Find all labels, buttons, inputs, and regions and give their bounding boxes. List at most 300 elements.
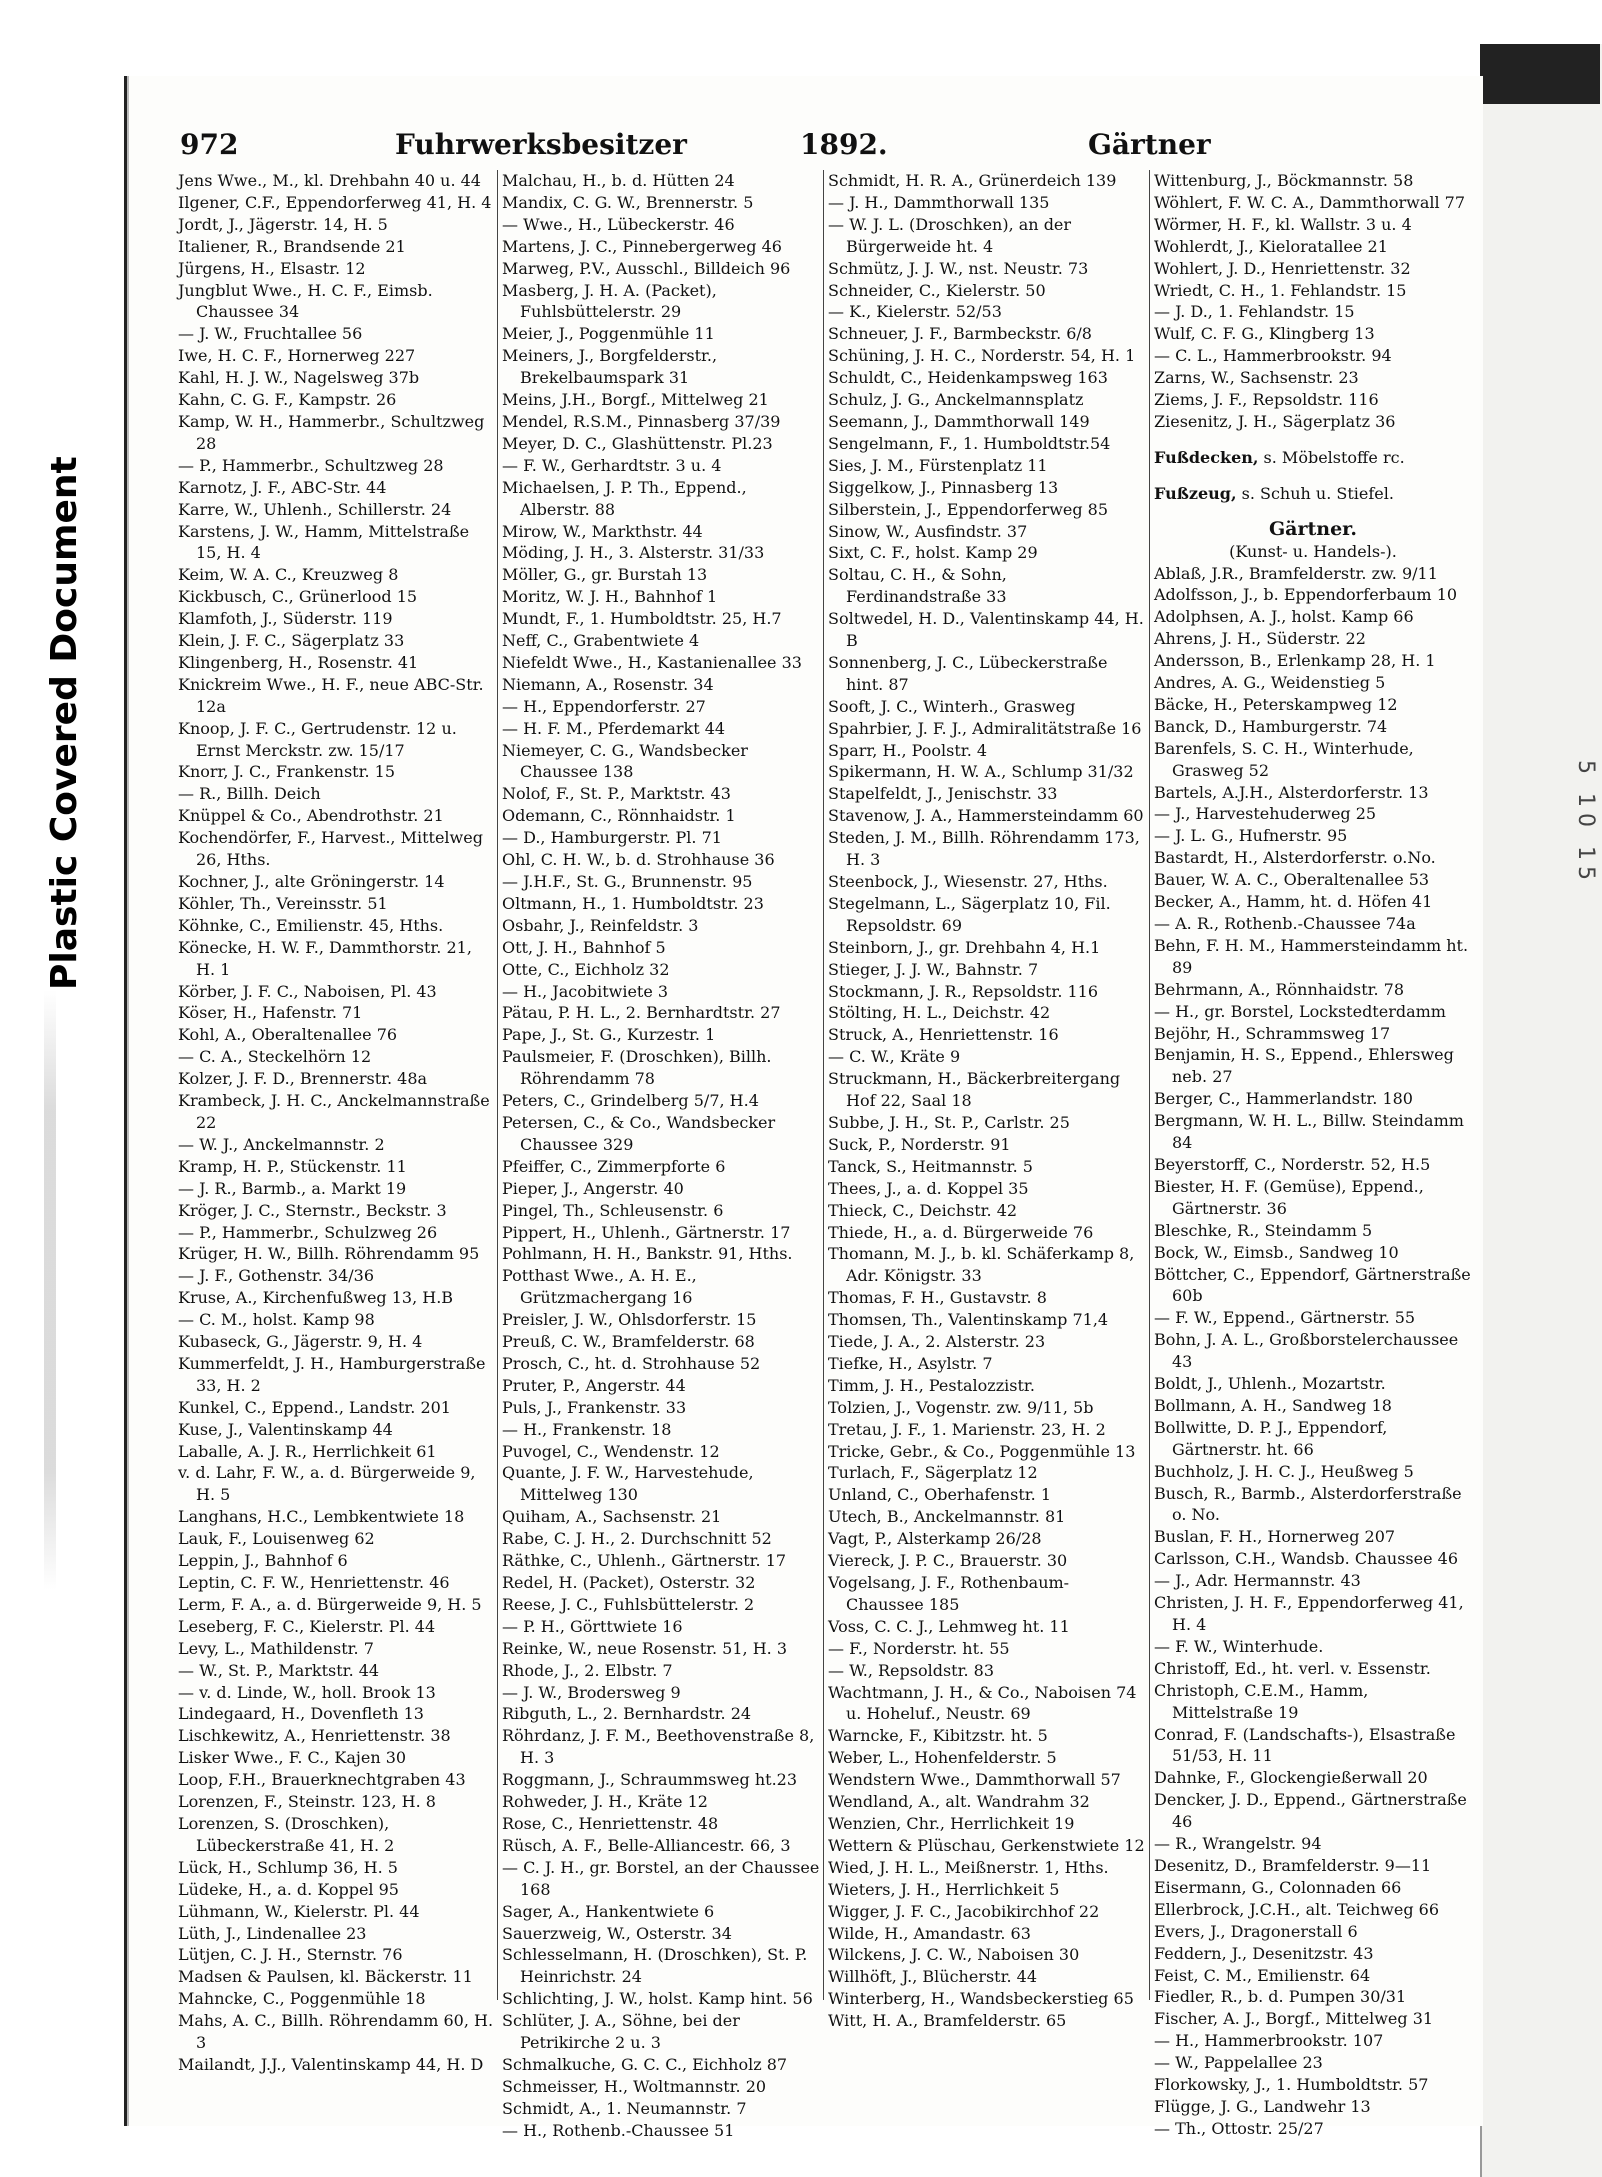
directory-entry: Niemann, A., Rosenstr. 34 bbox=[502, 674, 714, 694]
directory-entry: Lischkewitz, A., Henriettenstr. 38 bbox=[178, 1726, 451, 1746]
directory-entry: Barenfels, S. C. H., Winterhude, Grasweg 52 bbox=[1154, 738, 1414, 780]
spacer bbox=[1154, 469, 1472, 483]
directory-entry: Niemeyer, C. G., Wandsbecker Chaussee 138 bbox=[502, 740, 748, 782]
directory-entry: Christoff, Ed., ht. verl. v. Essenstr. bbox=[1154, 1658, 1431, 1678]
directory-entry: Pape, J., St. G., Kurzestr. 1 bbox=[502, 1025, 716, 1045]
directory-entry: Kubaseck, G., Jägerstr. 9, H. 4 bbox=[178, 1332, 423, 1352]
directory-entry: Wied, J. H. L., Meißnerstr. 1, Hths. bbox=[828, 1857, 1109, 1877]
directory-entry: Seemann, J., Dammthorwall 149 bbox=[828, 411, 1090, 431]
directory-entry: Leptin, C. F. W., Henriettenstr. 46 bbox=[178, 1573, 450, 1592]
directory-entry: Krambeck, J. H. C., Anckelmannstraße 22 bbox=[178, 1091, 490, 1132]
directory-entry: — H., Hammerbrookstr. 107 bbox=[1154, 2031, 1384, 2051]
directory-entry: Köhnke, C., Emilienstr. 45, Hths. bbox=[178, 915, 444, 935]
directory-entry: Kunkel, C., Eppend., Landstr. 201 bbox=[178, 1397, 451, 1417]
directory-entry: Iwe, H. C. F., Hornerweg 227 bbox=[178, 346, 416, 366]
directory-entry: Bergmann, W. H. L., Billw. Steindamm 84 bbox=[1154, 1111, 1464, 1153]
directory-entry: Ilgener, C.F., Eppendorferweg 41, H. 4 bbox=[178, 192, 492, 212]
column-1 bbox=[178, 170, 494, 2074]
directory-entry: Klamfoth, J., Süderstr. 119 bbox=[178, 609, 393, 629]
directory-entry: Knoop, J. F. C., Gertrudenstr. 12 u. Ernst Merckstr. zw. 15/17 bbox=[178, 718, 457, 760]
directory-entry: Osbahr, J., Reinfeldstr. 3 bbox=[502, 915, 699, 935]
directory-entry: Keim, W. A. C., Kreuzweg 8 bbox=[178, 565, 399, 585]
directory-entry: Warncke, F., Kibitzstr. ht. 5 bbox=[828, 1726, 1048, 1746]
directory-entry: Christen, J. H. F., Eppendorferweg 41, H. 4 bbox=[1154, 1593, 1464, 1634]
directory-entry: Thomas, F. H., Gustavstr. 8 bbox=[828, 1288, 1047, 1308]
directory-entry: Lühmann, W., Kielerstr. Pl. 44 bbox=[178, 1901, 420, 1921]
directory-entry: — W., Repsoldstr. 83 bbox=[828, 1660, 995, 1680]
dark-edge-bar bbox=[1480, 44, 1600, 104]
directory-entry: Körber, J. F. C., Naboisen, Pl. 43 bbox=[178, 981, 437, 1001]
directory-entry: — J., Adr. Hermannstr. 43 bbox=[1154, 1571, 1361, 1591]
directory-entry: Klein, J. F. C., Sägerplatz 33 bbox=[178, 631, 405, 651]
directory-entry: Thomsen, Th., Valentinskamp 71,4 bbox=[828, 1310, 1109, 1330]
directory-entry: — v. d. Linde, W., holl. Brook 13 bbox=[178, 1682, 436, 1702]
directory-entry: Meins, J.H., Borgf., Mittelweg 21 bbox=[502, 390, 769, 410]
directory-entry: Lütjen, C. J. H., Sternstr. 76 bbox=[178, 1945, 403, 1965]
directory-entry: Wilckens, J. C. W., Naboisen 30 bbox=[828, 1945, 1080, 1965]
directory-entry: Laballe, A. J. R., Herrlichkeit 61 bbox=[178, 1441, 437, 1461]
directory-entry: Leseberg, F. C., Kielerstr. Pl. 44 bbox=[178, 1616, 436, 1636]
directory-entry: — J. R., Barmb., a. Markt 19 bbox=[178, 1178, 407, 1198]
directory-entry: Bohn, J. A. L., Großborstelerchaussee 43 bbox=[1154, 1330, 1459, 1372]
directory-entry: Wilde, H., Amandastr. 63 bbox=[828, 1923, 1031, 1943]
page-header bbox=[180, 128, 1215, 172]
directory-entry: Nolof, F., St. P., Marktstr. 43 bbox=[502, 784, 731, 804]
directory-entry: Wohlerdt, J., Kieloratallee 21 bbox=[1154, 236, 1388, 256]
directory-entry: Ziesenitz, J. H., Sägerplatz 36 bbox=[1154, 411, 1396, 431]
directory-entry: Kramp, H. P., Stückenstr. 11 bbox=[178, 1156, 407, 1176]
directory-entry: Behrmann, A., Rönnhaidstr. 78 bbox=[1154, 979, 1405, 999]
directory-entry: — W., St. P., Marktstr. 44 bbox=[178, 1660, 380, 1680]
header-left-title: Fuhrwerksbesitzer bbox=[395, 128, 687, 161]
directory-entry: Turlach, F., Sägerplatz 12 bbox=[828, 1463, 1038, 1483]
directory-entry: Tanck, S., Heitmannstr. 5 bbox=[828, 1156, 1033, 1176]
directory-entry: Möller, G., gr. Burstah 13 bbox=[502, 565, 708, 585]
directory-entry: Dencker, J. D., Eppend., Gärtnerstraße 46 bbox=[1154, 1790, 1467, 1832]
section-fussdecken bbox=[1154, 447, 1472, 469]
directory-entry: Preuß, C. W., Bramfelderstr. 68 bbox=[502, 1332, 755, 1352]
directory-entry: — C. A., Steckelhörn 12 bbox=[178, 1047, 372, 1067]
directory-entry: Andersson, B., Erlenkamp 28, H. 1 bbox=[1154, 651, 1436, 671]
directory-entry: Quante, J. F. W., Harvestehude, Mittelweg 130 bbox=[502, 1463, 754, 1505]
directory-entry: Tiefke, H., Asylstr. 7 bbox=[828, 1353, 993, 1373]
directory-entry: — R., Billh. Deich bbox=[178, 784, 321, 804]
directory-entry: Kruse, A., Kirchenfußweg 13, H.B bbox=[178, 1288, 454, 1308]
directory-entry: Wulf, C. F. G., Klingberg 13 bbox=[1154, 324, 1375, 344]
directory-entry: — J. F., Gothenstr. 34/36 bbox=[178, 1266, 375, 1286]
directory-entry: Italiener, R., Brandsende 21 bbox=[178, 236, 406, 256]
directory-entry: Lisker Wwe., F. C., Kajen 30 bbox=[178, 1748, 407, 1768]
directory-entry: Sager, A., Hankentwiete 6 bbox=[502, 1901, 715, 1921]
directory-entry: Wenzien, Chr., Herrlichkeit 19 bbox=[828, 1813, 1075, 1833]
directory-entry: Tolzien, J., Vogenstr. zw. 9/11, 5b bbox=[828, 1397, 1094, 1417]
directory-entry: — W. J., Anckelmannstr. 2 bbox=[178, 1134, 385, 1154]
directory-entry: Sauerzweig, W., Osterstr. 34 bbox=[502, 1923, 732, 1943]
directory-entry: Bauer, W. A. C., Oberaltenallee 53 bbox=[1154, 870, 1430, 890]
directory-entry: Kamp, W. H., Hammerbr., Schultzweg 28 bbox=[178, 411, 485, 453]
directory-entry: Kummerfeldt, J. H., Hamburgerstraße 33, H. 2 bbox=[178, 1353, 486, 1395]
directory-entry: Odemann, C., Rönnhaidstr. 1 bbox=[502, 806, 736, 826]
directory-entry: Lück, H., Schlump 36, H. 5 bbox=[178, 1857, 398, 1877]
directory-entry: Wittenburg, J., Böckmannstr. 58 bbox=[1154, 171, 1414, 190]
directory-entry: Stölting, H. L., Deichstr. 42 bbox=[828, 1003, 1051, 1023]
column-4 bbox=[1154, 170, 1472, 2138]
directory-entry: Struckmann, H., Bäckerbreitergang Hof 22, Saal 18 bbox=[828, 1069, 1121, 1111]
directory-entry: Schneider, C., Kielerstr. 50 bbox=[828, 280, 1046, 300]
directory-entry: Schuldt, C., Heidenkampsweg 163 bbox=[828, 368, 1108, 388]
directory-entry: Struck, A., Henriettenstr. 16 bbox=[828, 1025, 1059, 1045]
section-fussdecken-title: Fußdecken, bbox=[1154, 447, 1259, 467]
directory-entry: — A. R., Rothenb.-Chaussee 74a bbox=[1154, 914, 1416, 933]
directory-entry: Mendel, R.S.M., Pinnasberg 37/39 bbox=[502, 411, 781, 431]
directory-entry: Sixt, C. F., holst. Kamp 29 bbox=[828, 543, 1038, 563]
directory-entry: Pfeiffer, C., Zimmerpforte 6 bbox=[502, 1156, 726, 1176]
column-3 bbox=[828, 170, 1146, 2031]
directory-entry: Sengelmann, F., 1. Humboldtstr.54 bbox=[828, 433, 1111, 453]
directory-entry: — J. L. G., Hufnerstr. 95 bbox=[1154, 826, 1348, 846]
directory-entry: Thiede, H., a. d. Bürgerweide 76 bbox=[828, 1222, 1094, 1242]
directory-entry: Stieger, J. J. W., Bahnstr. 7 bbox=[828, 959, 1039, 979]
directory-entry: Ribguth, L., 2. Bernhardstr. 24 bbox=[502, 1704, 752, 1724]
directory-entry: Reese, J. C., Fuhlsbüttelerstr. 2 bbox=[502, 1594, 755, 1614]
directory-entry: — J. D., 1. Fehlandstr. 15 bbox=[1154, 302, 1355, 322]
directory-entry: Karstens, J. W., Hamm, Mittelstraße 15, H. 4 bbox=[178, 521, 470, 563]
directory-entry: Lorenzen, F., Steinstr. 123, H. 8 bbox=[178, 1792, 436, 1812]
directory-entry: Stavenow, J. A., Hammersteindamm 60 bbox=[828, 806, 1144, 826]
directory-entry: Schmeisser, H., Woltmannstr. 20 bbox=[502, 2076, 767, 2096]
directory-entry: Schulz, J. G., Anckelmannsplatz bbox=[828, 390, 1084, 410]
directory-entry: — P., Hammerbr., Schultzweg 28 bbox=[178, 455, 444, 475]
directory-entry: — J., Harvestehuderweg 25 bbox=[1154, 804, 1377, 824]
directory-entry: Kolzer, J. F. D., Brennerstr. 48a bbox=[178, 1069, 428, 1089]
spacer bbox=[1154, 505, 1472, 519]
directory-entry: — H., Jacobitwiete 3 bbox=[502, 981, 669, 1001]
directory-entry: Kahn, C. G. F., Kampstr. 26 bbox=[178, 390, 397, 410]
directory-entry: Marweg, P.V., Ausschl., Billdeich 96 bbox=[502, 258, 791, 278]
directory-entry: Jordt, J., Jägerstr. 14, H. 5 bbox=[178, 214, 388, 234]
directory-entry: Rabe, C. J. H., 2. Durchschnitt 52 bbox=[502, 1529, 772, 1549]
directory-entry: Pieper, J., Angerstr. 40 bbox=[502, 1178, 684, 1198]
directory-entry: Schlüter, J. A., Söhne, bei der Petrikirche 2 u. 3 bbox=[502, 2011, 740, 2053]
directory-entry: Beyerstorff, C., Norderstr. 52, H.5 bbox=[1154, 1154, 1431, 1174]
directory-entry: Könecke, H. W. F., Dammthorstr. 21, H. 1 bbox=[178, 937, 472, 979]
directory-entry: Becker, A., Hamm, ht. d. Höfen 41 bbox=[1154, 892, 1433, 912]
directory-entry: Sonnenberg, J. C., Lübeckerstraße hint. 87 bbox=[828, 652, 1108, 694]
directory-entry: Siggelkow, J., Pinnasberg 13 bbox=[828, 477, 1059, 497]
directory-entry: Puvogel, C., Wendenstr. 12 bbox=[502, 1441, 720, 1461]
directory-entry: Jürgens, H., Elsastr. 12 bbox=[178, 258, 366, 278]
side-label bbox=[44, 430, 104, 990]
directory-entry: Meier, J., Poggenmühle 11 bbox=[502, 324, 715, 344]
directory-entry: — W. J. L. (Droschken), an der Bürgerweide ht. 4 bbox=[828, 214, 1072, 256]
directory-entry: Meyer, D. C., Glashüttenstr. Pl.23 bbox=[502, 433, 773, 453]
directory-entry: Carlsson, C.H., Wandsb. Chaussee 46 bbox=[1154, 1549, 1459, 1569]
directory-entry: Madsen & Paulsen, kl. Bäckerstr. 11 bbox=[178, 1967, 473, 1987]
directory-entry: Pohlmann, H. H., Bankstr. 91, Hths. bbox=[502, 1244, 793, 1264]
directory-entry: Lüth, J., Lindenallee 23 bbox=[178, 1923, 367, 1943]
directory-entry: — W., Pappelallee 23 bbox=[1154, 2053, 1323, 2073]
directory-entry: Mahncke, C., Poggenmühle 18 bbox=[178, 1989, 426, 2009]
column-4-entries bbox=[1154, 170, 1472, 433]
directory-entry: Preisler, J. W., Ohlsdorferstr. 15 bbox=[502, 1310, 757, 1330]
directory-entry: Evers, J., Dragonerstall 6 bbox=[1154, 1921, 1358, 1941]
directory-entry: Ott, J. H., Bahnhof 5 bbox=[502, 937, 666, 957]
spacer bbox=[1154, 433, 1472, 447]
directory-entry: Soltwedel, H. D., Valentinskamp 44, H. B bbox=[828, 609, 1144, 651]
directory-entry: Kohl, A., Oberaltenallee 76 bbox=[178, 1025, 398, 1045]
directory-entry: Räthke, C., Uhlenh., Gärtnerstr. 17 bbox=[502, 1551, 787, 1571]
page-number: 972 bbox=[180, 128, 239, 161]
directory-entry: Schlesselmann, H. (Droschken), St. P. Heinrichstr. 24 bbox=[502, 1945, 808, 1987]
directory-entry: Ohl, C. H. W., b. d. Strohhause 36 bbox=[502, 850, 775, 870]
directory-entry: Roggmann, J., Schraummsweg ht.23 bbox=[502, 1770, 798, 1790]
directory-entry: Lüdeke, H., a. d. Koppel 95 bbox=[178, 1879, 399, 1899]
directory-entry: Weber, L., Hohenfelderstr. 5 bbox=[828, 1748, 1057, 1768]
directory-entry: Möding, J. H., 3. Alsterstr. 31/33 bbox=[502, 543, 765, 563]
directory-entry: Pätau, P. H. L., 2. Bernhardtstr. 27 bbox=[502, 1003, 781, 1023]
directory-entry: Pingel, Th., Schleusenstr. 6 bbox=[502, 1200, 724, 1220]
directory-entry: Bäcke, H., Peterskampweg 12 bbox=[1154, 694, 1398, 714]
directory-entry: Tretau, J. F., 1. Marienstr. 23, H. 2 bbox=[828, 1419, 1106, 1439]
directory-entry: Reinke, W., neue Rosenstr. 51, H. 3 bbox=[502, 1638, 788, 1658]
directory-entry: — H., Frankenstr. 18 bbox=[502, 1419, 672, 1439]
directory-entry: Wendland, A., alt. Wandrahm 32 bbox=[828, 1792, 1090, 1812]
directory-entry: Subbe, J. H., St. P., Carlstr. 25 bbox=[828, 1112, 1070, 1132]
directory-entry: Levy, L., Mathildenstr. 7 bbox=[178, 1638, 374, 1658]
directory-entry: Meiners, J., Borgfelderstr., Brekelbaumspark 31 bbox=[502, 346, 718, 388]
side-label-text: Plastic Covered Document bbox=[44, 456, 85, 990]
directory-entry: Sinow, W., Ausfindstr. 37 bbox=[828, 521, 1028, 541]
directory-entry: Potthast Wwe., A. H. E., Grützmachergang 16 bbox=[502, 1266, 697, 1308]
directory-entry: Köhler, Th., Vereinsstr. 51 bbox=[178, 893, 388, 913]
directory-entry: Prosch, C., ht. d. Strohhause 52 bbox=[502, 1353, 761, 1373]
directory-entry: Kahl, H. J. W., Nagelsweg 37b bbox=[178, 368, 420, 388]
directory-entry: Paulsmeier, F. (Droschken), Billh. Röhrendamm 78 bbox=[502, 1047, 772, 1089]
directory-entry: Bollmann, A. H., Sandweg 18 bbox=[1154, 1395, 1392, 1415]
directory-entry: Schmidt, H. R. A., Grünerdeich 139 bbox=[828, 171, 1117, 190]
directory-entry: Karnotz, J. F., ABC-Str. 44 bbox=[178, 477, 387, 497]
directory-entry: Rose, C., Henriettenstr. 48 bbox=[502, 1813, 719, 1833]
directory-entry: Sparr, H., Poolstr. 4 bbox=[828, 740, 988, 760]
directory-entry: Adolphsen, A. J., holst. Kamp 66 bbox=[1154, 607, 1414, 627]
directory-entry: Sies, J. M., Fürstenplatz 11 bbox=[828, 455, 1048, 475]
directory-entry: Zarns, W., Sachsenstr. 23 bbox=[1154, 368, 1359, 388]
directory-entry: — C. M., holst. Kamp 98 bbox=[178, 1310, 375, 1330]
directory-entry: — D., Hamburgerstr. Pl. 71 bbox=[502, 828, 722, 848]
directory-entry: Bollwitte, D. P. J., Eppendorf, Gärtnerstr. ht. 66 bbox=[1154, 1417, 1388, 1459]
directory-entry: Jungblut Wwe., H. C. F., Eimsb. Chaussee 34 bbox=[178, 280, 433, 322]
directory-entry: — J. H., Dammthorwall 135 bbox=[828, 192, 1050, 212]
directory-entry: Sooft, J. C., Winterh., Grasweg bbox=[828, 696, 1076, 716]
section-gaertner-title: Gärtner. bbox=[1268, 517, 1358, 540]
directory-entry: Mandix, C. G. W., Brennerstr. 5 bbox=[502, 192, 754, 212]
directory-entry: Bock, W., Eimsb., Sandweg 10 bbox=[1154, 1242, 1399, 1262]
directory-entry: — J.H.F., St. G., Brunnenstr. 95 bbox=[502, 872, 753, 891]
directory-entry: Langhans, H.C., Lembkentwiete 18 bbox=[178, 1507, 465, 1527]
directory-entry: Knorr, J. C., Frankenstr. 15 bbox=[178, 762, 395, 782]
directory-entry: — J. W., Brodersweg 9 bbox=[502, 1682, 681, 1702]
gaertner-entries bbox=[1154, 541, 1472, 2140]
directory-entry: Wendstern Wwe., Dammthorwall 57 bbox=[828, 1770, 1121, 1790]
directory-entry: Andres, A. G., Weidenstieg 5 bbox=[1154, 673, 1386, 693]
directory-entry: Stockmann, J. R., Repsoldstr. 116 bbox=[828, 981, 1099, 1001]
directory-entry: Puls, J., Frankenstr. 33 bbox=[502, 1397, 687, 1417]
directory-entry: Christoph, C.E.M., Hamm, Mittelstraße 19 bbox=[1154, 1680, 1369, 1722]
directory-entry: — H., Eppendorferstr. 27 bbox=[502, 696, 706, 716]
directory-entry: Klingenberg, H., Rosenstr. 41 bbox=[178, 652, 419, 672]
directory-entry: Silberstein, J., Eppendorferweg 85 bbox=[828, 499, 1109, 519]
section-fusszeug-title: Fußzeug, bbox=[1154, 483, 1237, 503]
directory-entry: Michaelsen, J. P. Th., Eppend., Alberstr. 88 bbox=[502, 477, 747, 519]
directory-entry: Suck, P., Norderstr. 91 bbox=[828, 1134, 1011, 1154]
directory-entry: Steden, J. M., Billh. Röhrendamm 173, H. 3 bbox=[828, 828, 1140, 870]
directory-entry: Bleschke, R., Steindamm 5 bbox=[1154, 1220, 1373, 1240]
directory-entry: Buslan, F. H., Hornerweg 207 bbox=[1154, 1527, 1396, 1547]
directory-entry: Unland, C., Oberhafenstr. 1 bbox=[828, 1485, 1051, 1505]
directory-entry: Schüning, J. H. C., Norderstr. 54, H. 1 bbox=[828, 346, 1136, 366]
directory-entry: Wachtmann, J. H., & Co., Naboisen 74 u. Hoheluf., Neustr. 69 bbox=[828, 1682, 1137, 1724]
directory-entry: Desenitz, D., Bramfelderstr. 9—11 bbox=[1154, 1855, 1432, 1875]
directory-entry: Lindegaard, H., Dovenfleth 13 bbox=[178, 1704, 424, 1724]
directory-entry: Lorenzen, S. (Droschken), Lübeckerstraße 41, H. 2 bbox=[178, 1813, 395, 1855]
directory-entry: Rhode, J., 2. Elbstr. 7 bbox=[502, 1660, 673, 1680]
directory-entry: Timm, J. H., Pestalozzistr. bbox=[828, 1375, 1035, 1395]
directory-entry: Berger, C., Hammerlandstr. 180 bbox=[1154, 1089, 1413, 1109]
directory-entry: Tricke, Gebr., & Co., Poggenmühle 13 bbox=[828, 1441, 1136, 1461]
directory-entry: Fischer, A. J., Borgf., Mittelweg 31 bbox=[1154, 2009, 1434, 2029]
directory-entry: Krüger, H. W., Billh. Röhrendamm 95 bbox=[178, 1244, 480, 1264]
directory-entry: Mirow, W., Markthstr. 44 bbox=[502, 521, 703, 541]
directory-entry: Eisermann, G., Colonnaden 66 bbox=[1154, 1877, 1402, 1897]
directory-entry: — K., Kielerstr. 52/53 bbox=[828, 302, 1002, 322]
directory-entry: Oltmann, H., 1. Humboldtstr. 23 bbox=[502, 893, 764, 913]
directory-entry: — F., Norderstr. ht. 55 bbox=[828, 1638, 1010, 1658]
directory-entry: Böttcher, C., Eppendorf, Gärtnerstraße 60b bbox=[1154, 1264, 1471, 1306]
directory-entry: — Wwe., H., Lübeckerstr. 46 bbox=[502, 214, 735, 234]
directory-entry: Bartels, A.J.H., Alsterdorferstr. 13 bbox=[1154, 782, 1429, 802]
directory-entry: Wettern & Plüschau, Gerkenstwiete 12 bbox=[828, 1835, 1145, 1855]
directory-entry: Kröger, J. C., Sternstr., Beckstr. 3 bbox=[178, 1200, 447, 1220]
directory-entry: Schmalkuche, G. C. C., Eichholz 87 bbox=[502, 2054, 788, 2074]
directory-entry: Stegelmann, L., Sägerplatz 10, Fil. Repsoldstr. 69 bbox=[828, 893, 1111, 935]
directory-entry: Winterberg, H., Wandsbeckerstieg 65 bbox=[828, 1989, 1134, 2009]
header-right-title: Gärtner bbox=[1088, 128, 1211, 161]
directory-entry: Feist, C. M., Emilienstr. 64 bbox=[1154, 1965, 1371, 1985]
directory-entry: Thomann, M. J., b. kl. Schäferkamp 8, Adr. Königstr. 33 bbox=[828, 1244, 1135, 1286]
directory-entry: Soltau, C. H., & Sohn, Ferdinandstraße 33 bbox=[828, 565, 1007, 607]
directory-entry: Banck, D., Hamburgerstr. 74 bbox=[1154, 716, 1388, 736]
directory-entry: Steenbock, J., Wiesenstr. 27, Hths. bbox=[828, 872, 1108, 891]
directory-entry: Quiham, A., Sachsenstr. 21 bbox=[502, 1507, 722, 1527]
directory-entry: Ahrens, J. H., Süderstr. 22 bbox=[1154, 629, 1366, 649]
directory-entry: Niefeldt Wwe., H., Kastanienallee 33 bbox=[502, 652, 802, 672]
directory-entry: Tiede, J. A., 2. Alsterstr. 23 bbox=[828, 1332, 1046, 1352]
directory-entry: Pippert, H., Uhlenh., Gärtnerstr. 17 bbox=[502, 1222, 791, 1242]
directory-entry: — R., Wrangelstr. 94 bbox=[1154, 1834, 1322, 1854]
directory-entry: — C. J. H., gr. Borstel, an der Chaussee 168 bbox=[502, 1857, 820, 1899]
directory-entry: Vogelsang, J. F., Rothenbaum-Chaussee 185 bbox=[828, 1573, 1070, 1614]
directory-entry: Adolfsson, J., b. Eppendorferbaum 10 bbox=[1154, 585, 1458, 605]
directory-entry: Redel, H. (Packet), Osterstr. 32 bbox=[502, 1573, 756, 1592]
directory-entry: Malchau, H., b. d. Hütten 24 bbox=[502, 171, 735, 190]
directory-entry: Mahs, A. C., Billh. Röhrendamm 60, H. 3 bbox=[178, 2011, 494, 2053]
directory-entry: Wohlert, J. D., Henriettenstr. 32 bbox=[1154, 258, 1411, 278]
directory-entry: Steinborn, J., gr. Drehbahn 4, H.1 bbox=[828, 937, 1101, 957]
directory-entry: Neff, C., Grabentwiete 4 bbox=[502, 631, 700, 651]
directory-entry: Lerm, F. A., a. d. Bürgerweide 9, H. 5 bbox=[178, 1594, 482, 1614]
directory-entry: Jens Wwe., M., kl. Drehbahn 40 u. 44 bbox=[178, 171, 481, 190]
directory-entry: Wigger, J. F. C., Jacobikirchhof 22 bbox=[828, 1901, 1100, 1921]
directory-entry: Mailandt, J.J., Valentinskamp 44, H. D bbox=[178, 2054, 484, 2074]
directory-entry: Dahnke, F., Glockengießerwall 20 bbox=[1154, 1768, 1428, 1788]
directory-entry: Otte, C., Eichholz 32 bbox=[502, 959, 670, 979]
directory-entry: — F. W., Gerhardtstr. 3 u. 4 bbox=[502, 455, 722, 475]
directory-entry: Boldt, J., Uhlenh., Mozartstr. bbox=[1154, 1374, 1386, 1394]
directory-entry: Thieck, C., Deichstr. 42 bbox=[828, 1200, 1018, 1220]
directory-entry: — C. W., Kräte 9 bbox=[828, 1047, 961, 1067]
directory-entry: Mundt, F., 1. Humboldtstr. 25, H.7 bbox=[502, 609, 782, 629]
directory-entry: Lauk, F., Louisenweg 62 bbox=[178, 1529, 375, 1549]
directory-entry: Biester, H. F. (Gemüse), Eppend., Gärtnerstr. 36 bbox=[1154, 1176, 1424, 1218]
directory-entry: Knüppel & Co., Abendrothstr. 21 bbox=[178, 806, 444, 826]
directory-entry: Moritz, W. J. H., Bahnhof 1 bbox=[502, 587, 718, 607]
directory-entry: Utech, B., Anckelmannstr. 81 bbox=[828, 1507, 1066, 1527]
directory-entry: — P. H., Görttwiete 16 bbox=[502, 1616, 683, 1636]
directory-entry: Loop, F.H., Brauerknechtgraben 43 bbox=[178, 1770, 466, 1790]
header-year: 1892. bbox=[800, 128, 888, 161]
directory-entry: — H., gr. Borstel, Lockstedterdamm bbox=[1154, 1001, 1446, 1021]
directory-entry: Vagt, P., Alsterkamp 26/28 bbox=[828, 1529, 1042, 1549]
directory-entry: Schneuer, J. F., Barmbeckstr. 6/8 bbox=[828, 324, 1092, 344]
directory-entry: Fiedler, R., b. d. Pumpen 30/31 bbox=[1154, 1987, 1407, 2007]
directory-entry: (Kunst- u. Handels-). bbox=[1229, 541, 1397, 561]
directory-entry: Bejöhr, H., Schrammsweg 17 bbox=[1154, 1023, 1391, 1043]
directory-entry: Kochendörfer, F., Harvest., Mittelweg 26, Hths. bbox=[178, 828, 483, 870]
directory-entry: Willhöft, J., Blücherstr. 44 bbox=[828, 1967, 1038, 1987]
directory-entry: — H., Rothenb.-Chaussee 51 bbox=[502, 2120, 735, 2140]
directory-entry: Ellerbrock, J.C.H., alt. Teichweg 66 bbox=[1154, 1899, 1439, 1919]
directory-entry: Köser, H., Hafenstr. 71 bbox=[178, 1003, 363, 1023]
directory-entry: Kochner, J., alte Gröningerstr. 14 bbox=[178, 872, 445, 891]
directory-entry: Voss, C. C. J., Lehmweg ht. 11 bbox=[828, 1616, 1070, 1636]
directory-entry: Busch, R., Barmb., Alsterdorferstraße o. No. bbox=[1154, 1483, 1462, 1525]
directory-entry: Feddern, J., Desenitzstr. 43 bbox=[1154, 1943, 1374, 1963]
directory-entry: v. d. Lahr, F. W., a. d. Bürgerweide 9, H. 5 bbox=[178, 1463, 476, 1505]
directory-entry: Viereck, J. P. C., Brauerstr. 30 bbox=[828, 1551, 1068, 1571]
directory-entry: Wörmer, H. F., kl. Wallstr. 3 u. 4 bbox=[1154, 214, 1412, 234]
column-2 bbox=[502, 170, 820, 2140]
directory-entry: Schlichting, J. W., holst. Kamp hint. 56 bbox=[502, 1989, 813, 2009]
section-fussdecken-ref: s. Möbelstoffe rc. bbox=[1263, 447, 1405, 467]
section-fusszeug bbox=[1154, 483, 1472, 505]
directory-entry: — Th., Ottostr. 25/27 bbox=[1154, 2118, 1324, 2138]
directory-entry: Benjamin, H. S., Eppend., Ehlersweg neb. 27 bbox=[1154, 1045, 1454, 1087]
directory-entry: Pruter, P., Angerstr. 44 bbox=[502, 1375, 686, 1395]
directory-entry: Schmidt, A., 1. Neumannstr. 7 bbox=[502, 2098, 747, 2118]
directory-entry: Röhrdanz, J. F. M., Beethovenstraße 8, H. 3 bbox=[502, 1726, 815, 1768]
directory-entry: Leppin, J., Bahnhof 6 bbox=[178, 1551, 348, 1571]
directory-entry: — H. F. M., Pferdemarkt 44 bbox=[502, 718, 726, 738]
directory-entry: Spikermann, H. W. A., Schlump 31/32 bbox=[828, 762, 1134, 782]
directory-entry: Spahrbier, J. F. J., Admiralitätstraße 16 bbox=[828, 718, 1142, 738]
directory-entry: Florkowsky, J., 1. Humboldtstr. 57 bbox=[1154, 2075, 1429, 2095]
directory-entry: Petersen, C., & Co., Wandsbecker Chaussee 329 bbox=[502, 1112, 776, 1154]
directory-entry: Thees, J., a. d. Koppel 35 bbox=[828, 1178, 1029, 1198]
directory-entry: Witt, H. A., Bramfelderstr. 65 bbox=[828, 2011, 1067, 2031]
directory-entry: — C. L., Hammerbrookstr. 94 bbox=[1154, 346, 1392, 366]
edge-marks: 5 10 15 bbox=[1573, 760, 1598, 886]
section-fusszeug-ref: s. Schuh u. Stiefel. bbox=[1241, 483, 1394, 503]
